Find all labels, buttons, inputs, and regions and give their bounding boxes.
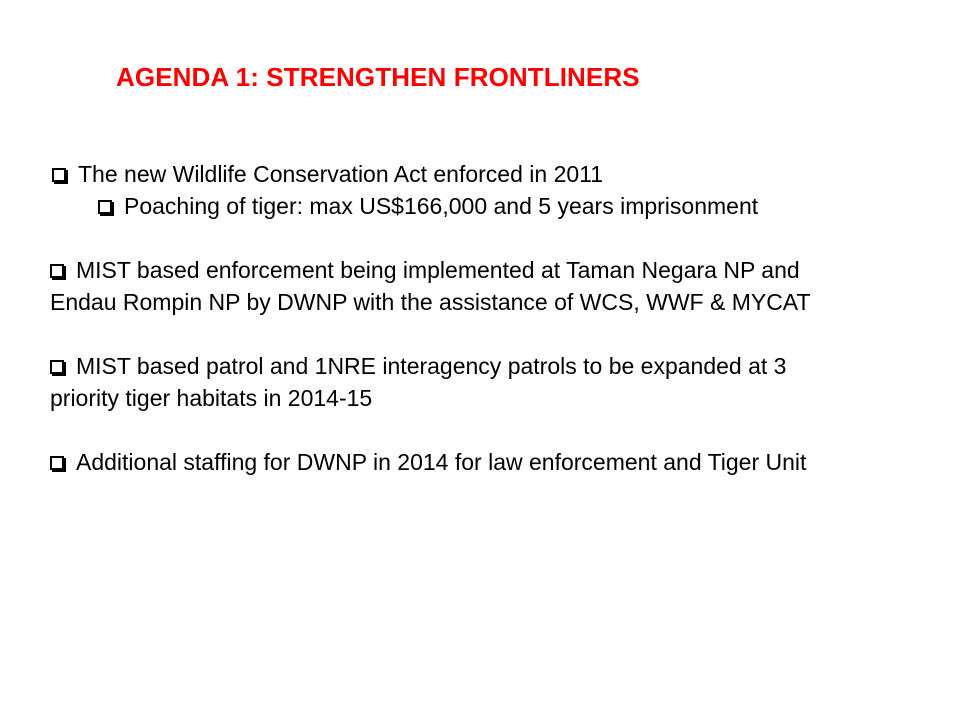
spacer <box>50 318 850 350</box>
bullet-point-2-text: MIST based enforcement being implemented at Taman Negara NP and Endau Rompin NP by DWNP with the assistance of WCS, WWF & MYCAT <box>50 257 811 315</box>
square-bullet-icon <box>50 456 64 470</box>
spacer <box>50 222 850 254</box>
square-bullet-icon <box>98 200 112 214</box>
bullet-point-4 <box>50 446 850 478</box>
bullet-point-3 <box>50 350 850 414</box>
bullet-point-3-text: MIST based patrol and 1NRE interagency patrols to be expanded at 3 priority tiger habitats in 2014-15 <box>50 353 787 411</box>
square-bullet-icon <box>50 360 64 374</box>
spacer <box>50 414 850 446</box>
bullet-point-1-text: The new Wildlife Conservation Act enforced in 2011 <box>78 161 604 187</box>
slide-body <box>50 158 850 478</box>
bullet-point-1-sub <box>50 190 850 222</box>
bullet-point-1-sub-text: Poaching of tiger: max US$166,000 and 5 years imprisonment <box>124 193 759 219</box>
bullet-point-4-text: Additional staffing for DWNP in 2014 for law enforcement and Tiger Unit <box>76 449 807 475</box>
slide-title: AGENDA 1: STRENGTHEN FRONTLINERS <box>116 62 640 92</box>
bullet-point-2 <box>50 254 850 318</box>
square-bullet-icon <box>52 168 66 182</box>
bullet-point-1 <box>52 158 850 190</box>
square-bullet-icon <box>50 264 64 278</box>
